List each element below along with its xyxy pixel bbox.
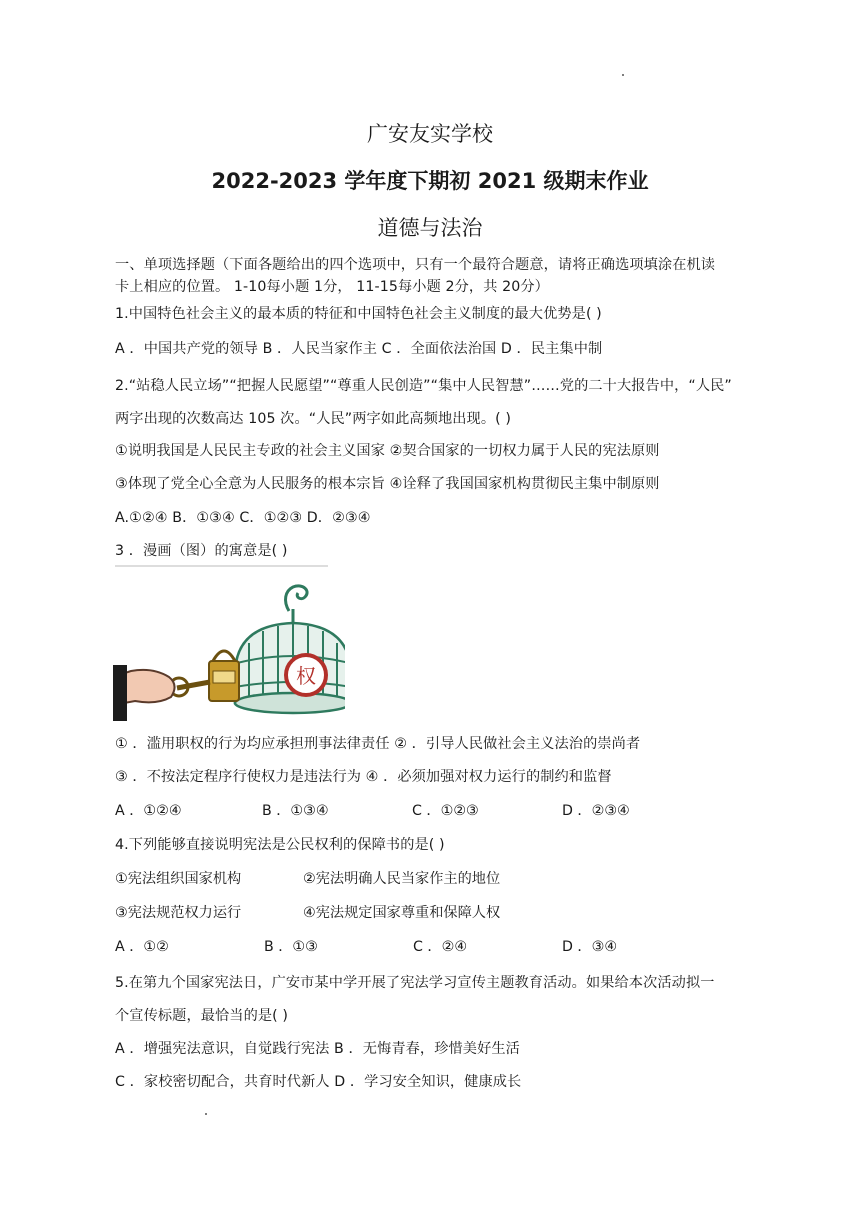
q3-stem: 3 ．漫画（图）的寓意是( ) xyxy=(115,543,288,559)
school-title: 广安友实学校 xyxy=(367,122,493,146)
hook-icon xyxy=(286,586,308,611)
exam-title: 2022-2023 学年度下期初 2021 级期末作业 xyxy=(211,169,649,193)
q4-statement-4: ④宪法规定国家尊重和保障人权 xyxy=(303,905,501,921)
q3-statement-2: ③ ．不按法定程序行使权力是违法行为 ④ ．必须加强对权力运行的制约和监督 xyxy=(115,769,612,785)
subject-title: 道德与法治 xyxy=(377,216,483,240)
q4-statement-2: ②宪法明确人民当家作主的地位 xyxy=(303,871,501,887)
cage-cartoon-image xyxy=(113,565,345,723)
q2-statement-1: ①说明我国是人民民主专政的社会主义国家 ②契合国家的一切权力属于人民的宪法原则 xyxy=(115,443,660,459)
q3-option-c: C ．①②③ xyxy=(412,803,479,819)
q4-option-a: A ．①② xyxy=(115,939,169,955)
q4-stem: 4.下列能够直接说明宪法是公民权利的保障书的是( ) xyxy=(115,837,445,853)
section-intro-line2: 卡上相应的位置。 1-10每小题 1分， 11-15每小题 2分，共 20分） xyxy=(115,279,549,295)
q4-option-d: D ．③④ xyxy=(562,939,618,955)
power-seal-text: 权 xyxy=(296,664,316,688)
q4-statement-3: ③宪法规范权力运行 xyxy=(115,905,242,921)
q4-option-b: B ．①③ xyxy=(264,939,318,955)
q2-stem-line1: 2.“站稳人民立场”“把握人民愿望”“尊重人民创造”“集中人民智慧”……党的二十大报告中，“人民” xyxy=(115,378,732,394)
q3-option-a: A ．①②④ xyxy=(115,803,182,819)
q4-statement-1: ①宪法组织国家机构 xyxy=(115,871,242,887)
q2-statement-2: ③体现了党全心全意为人民服务的根本宗旨 ④诠释了我国国家机构贯彻民主集中制原则 xyxy=(115,476,660,492)
q5-options-cd: C ．家校密切配合，共育时代新人 D ．学习安全知识，健康成长 xyxy=(115,1074,522,1090)
q1-options: A ．中国共产党的领导 B ．人民当家作主 C ．全面依法治国 D ．民主集中制 xyxy=(115,341,603,357)
q5-options-ab: A ．增强宪法意识，自觉践行宪法 B ．无悔青春，珍惜美好生活 xyxy=(115,1041,520,1057)
q2-options: A.①②④ B．①③④ C．①②③ D．②③④ xyxy=(115,510,371,526)
q3-cartoon xyxy=(113,565,345,723)
q3-option-b: B ．①③④ xyxy=(262,803,329,819)
q4-option-c: C ．②④ xyxy=(413,939,468,955)
scan-speck xyxy=(205,1113,207,1115)
q2-stem-line2: 两字出现的次数高达 105 次。“人民”两字如此高频地出现。( ) xyxy=(115,411,511,427)
scan-speck xyxy=(622,74,624,76)
key-icon xyxy=(177,682,210,688)
section-intro-line1: 一、单项选择题（下面各题给出的四个选项中，只有一个最符合题意，请将正确选项填涂在机读 xyxy=(115,257,716,273)
sleeve-icon xyxy=(113,665,127,721)
q5-stem-line1: 5.在第九个国家宪法日，广安市某中学开展了宪法学习宣传主题教育活动。如果给本次活动拟一 xyxy=(115,975,715,991)
q5-stem-line2: 个宣传标题，最恰当的是( ) xyxy=(115,1008,289,1024)
q1-stem: 1.中国特色社会主义的最本质的特征和中国特色社会主义制度的最大优势是( ) xyxy=(115,306,602,322)
q3-statement-1: ① ．滥用职权的行为均应承担刑事法律责任 ② ．引导人民做社会主义法治的崇尚者 xyxy=(115,736,641,752)
q3-option-d: D ．②③④ xyxy=(562,803,630,819)
